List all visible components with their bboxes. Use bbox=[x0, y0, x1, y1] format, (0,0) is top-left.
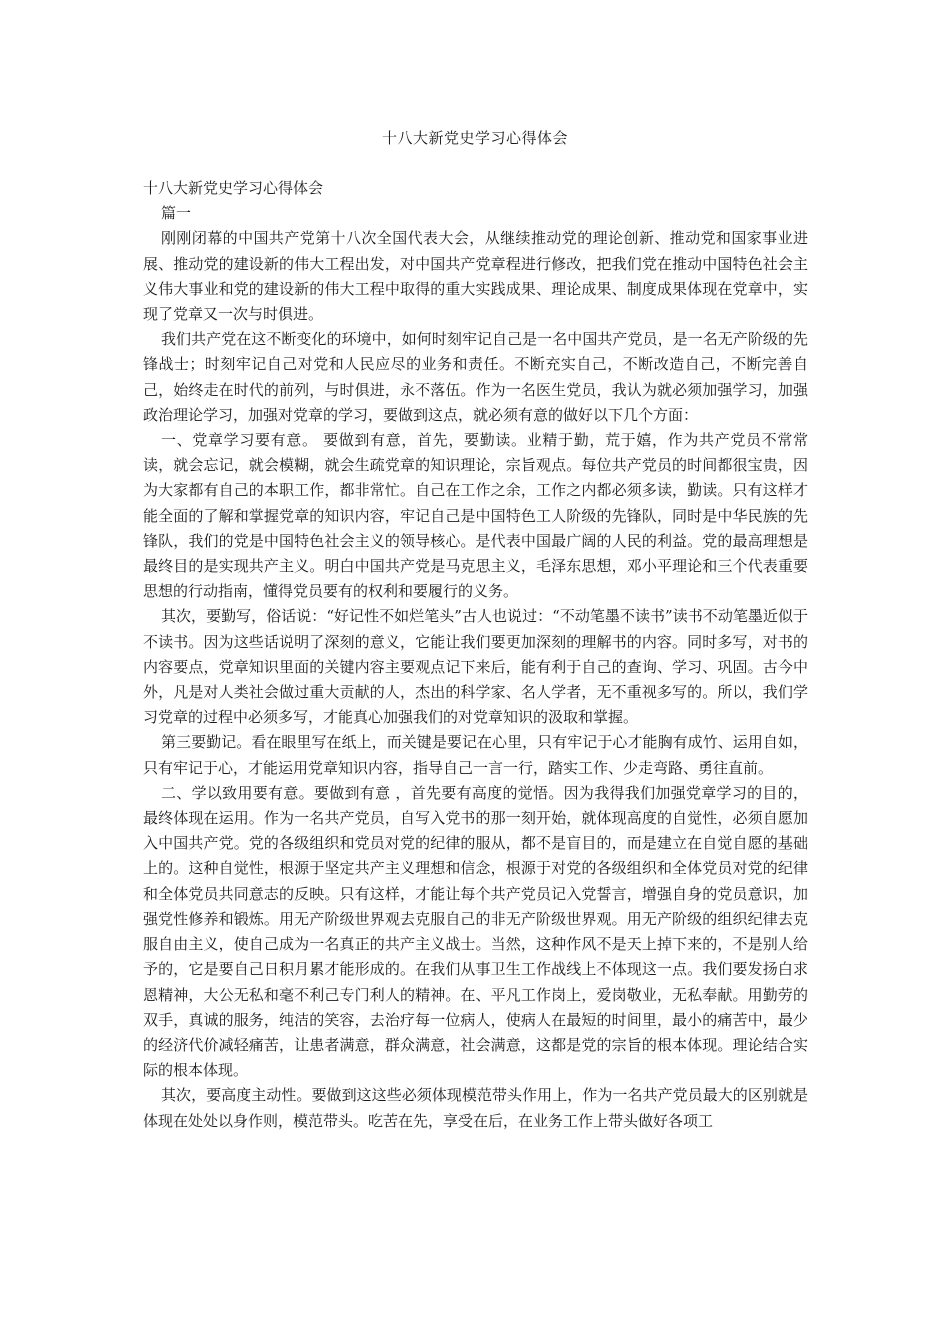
paragraph: 我们共产党在这不断变化的环境中，如何时刻牢记自己是一名中国共产党员，是一名无产阶级的先锋战士；时刻牢记自己对党和人民应尽的业务和责任。不断充实自己，不断改造自己，不断完善自己，始终走在时代的前列，与时俱进，永不落伍。作为一名医生党员，我认为就必须加强学习，加强政治理论学习，加强对党章的学习，要做到这点，就必须有意的做好以下几个方面： bbox=[143, 330, 808, 424]
paragraph: 其次，要高度主动性。要做到这这些必须体现模范带头作用上，作为一名共产党员最大的区别就是体现在处处以身作则，模范带头。吃苦在先，享受在后，在业务工作上带头做好各项工 bbox=[143, 1086, 808, 1130]
document-title: 十八大新党史学习心得体会 bbox=[381, 129, 568, 147]
document-subtitle: 十八大新党史学习心得体会 bbox=[143, 179, 324, 197]
paragraph: 第三要勤记。看在眼里写在纸上，而关键是要记在心里，只有牢记于心才能胸有成竹、运用自如，只有牢记于心，才能运用党章知识内容，指导自己一言一行，踏实工作、少走弯路、勇往直前。 bbox=[143, 733, 808, 777]
section-label: 篇一 bbox=[161, 204, 192, 223]
paragraph: 刚刚闭幕的中国共产党第十八次全国代表大会，从继续推动党的理论创新、推动党和国家事业进展、推动党的建设新的伟大工程出发，对中国共产党章程进行修改，把我们党在推动中国特色社会主义伟大事业和党的建设新的伟大工程中取得的重大实践成果、理论成果、制度成果体现在党章中，实现了党章又一次与时俱进。 bbox=[143, 229, 808, 324]
paragraph: 二、学以致用要有意。要做到有意 ，首先要有高度的觉悟。因为我得我们加强党章学习的目的，最终体现在运用。作为一名共产党员，自写入党书的那一刻开始，就体现高度的自觉性，必须自愿加入中国共产党。党的各级组织和党员对党的纪律的服从，都不是盲目的，而是建立在自觉自愿的基础上的。这种自觉性，根源于坚定共产主义理想和信念，根源于对党的各级组织和全体党员对党的纪律和全体党员共同意志的反映。只有这样，才能让每个共产党员记入党誓言，增强自身的党员意识，加强党性修养和锻炼。用无产阶级世界观去克服自己的非无产阶级世界观。用无产阶级的组织纪律去克服自由主义，使自己成为一名真正的共产主义战士。当然，这种作风不是天上掉下来的，不是别人给予的，它是要自己日积月累才能形成的。在我们从事卫生工作战线上不体现这一点。我们要发扬白求恩精神，大公无私和毫不利己专门利人的精神。在、平凡工作岗上，爱岗敬业，无私奉献。用勤劳的双手，真诚的服务，纯洁的笑容，去治疗每一位病人，使病人在最短的时间里，最小的痛苦中，最少的经济代价减轻痛苦，让患者满意，群众满意，社会满意，这都是党的宗旨的根本体现。理论结合实际的根本体现。 bbox=[143, 783, 808, 1080]
paragraph: 其次，要勤写，俗话说：“好记性不如烂笔头”古人也说过：“不动笔墨不读书”读书不动笔墨近似于不读书。因为这些话说明了深刻的意义，它能让我们要更加深刻的理解书的内容。同时多写，对书的内容要点，党章知识里面的关键内容主要观点记下来后，能有利于自己的查询、学习、巩固。古今中外，凡是对人类社会做过重大贡献的人，杰出的科学家、名人学者，无不重视多写的。所以，我们学习党章的过程中必须多写，才能真心加强我们的对党章知识的汲取和掌握。 bbox=[143, 607, 808, 727]
paragraph: 一、党章学习要有意。 要做到有意，首先，要勤读。业精于勤，荒于嬉，作为共产党员不常常读，就会忘记，就会模糊，就会生疏党章的知识理论，宗旨观点。每位共产党员的时间都很宝贵，因为大家都有自己的本职工作，都非常忙。自己在工作之余，工作之内都必须多读，勤读。只有这样才能全面的了解和掌握党章的知识内容，牢记自己是中国特色工人阶级的先锋队，同时是中华民族的先锋队，我们的党是中国特色社会主义的领导核心。是代表中国最广阔的人民的利益。党的最高理想是最终目的是实现共产主义。明白中国共产党是马克思主义，毛泽东思想，邓小平理论和三个代表重要思想的行动指南，懂得党员要有的权利和要履行的义务。 bbox=[143, 431, 808, 601]
document-body bbox=[143, 176, 808, 1134]
